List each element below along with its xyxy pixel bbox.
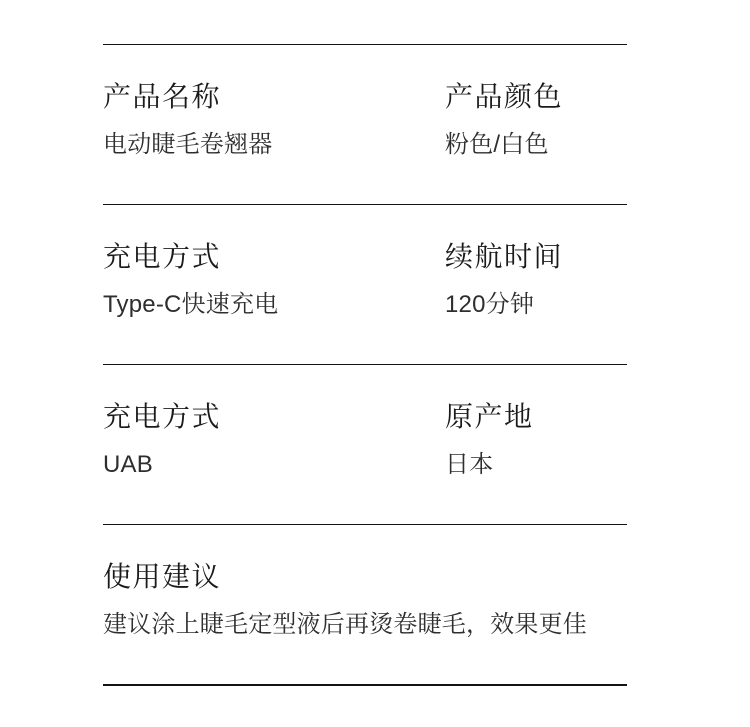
spec-field-product-color bbox=[445, 81, 627, 159]
product-color-value: 粉色/白色 bbox=[445, 131, 549, 158]
spec-field-charging-method-2 bbox=[103, 401, 445, 479]
charging-method-label: 充电方式 bbox=[103, 241, 222, 272]
product-spec-panel bbox=[103, 44, 627, 686]
usage-advice-label: 使用建议 bbox=[103, 561, 222, 592]
spec-field-battery-life bbox=[445, 241, 627, 319]
spec-field-charging-method bbox=[103, 241, 445, 319]
origin-value: 日本 bbox=[445, 451, 494, 478]
battery-life-value: 120分钟 bbox=[445, 291, 535, 318]
battery-life-label: 续航时间 bbox=[445, 241, 564, 272]
charging-method-value: Type-C快速充电 bbox=[103, 291, 279, 318]
spec-section-usage-advice bbox=[103, 524, 627, 684]
spec-section-charging-battery bbox=[103, 204, 627, 364]
spec-field-usage-advice bbox=[103, 561, 627, 639]
product-color-label: 产品颜色 bbox=[445, 81, 564, 112]
usage-advice-value: 建议涂上睫毛定型液后再烫卷睫毛，效果更佳 bbox=[103, 611, 587, 638]
spec-field-product-name bbox=[103, 81, 445, 159]
origin-label: 原产地 bbox=[445, 401, 534, 432]
charging-method-2-label: 充电方式 bbox=[103, 401, 222, 432]
spec-section-name-color bbox=[103, 44, 627, 204]
charging-method-2-value: UAB bbox=[103, 451, 153, 478]
product-name-value: 电动睫毛卷翘器 bbox=[103, 131, 273, 158]
spec-field-origin bbox=[445, 401, 627, 479]
product-name-label: 产品名称 bbox=[103, 81, 222, 112]
spec-section-charging-origin bbox=[103, 364, 627, 524]
